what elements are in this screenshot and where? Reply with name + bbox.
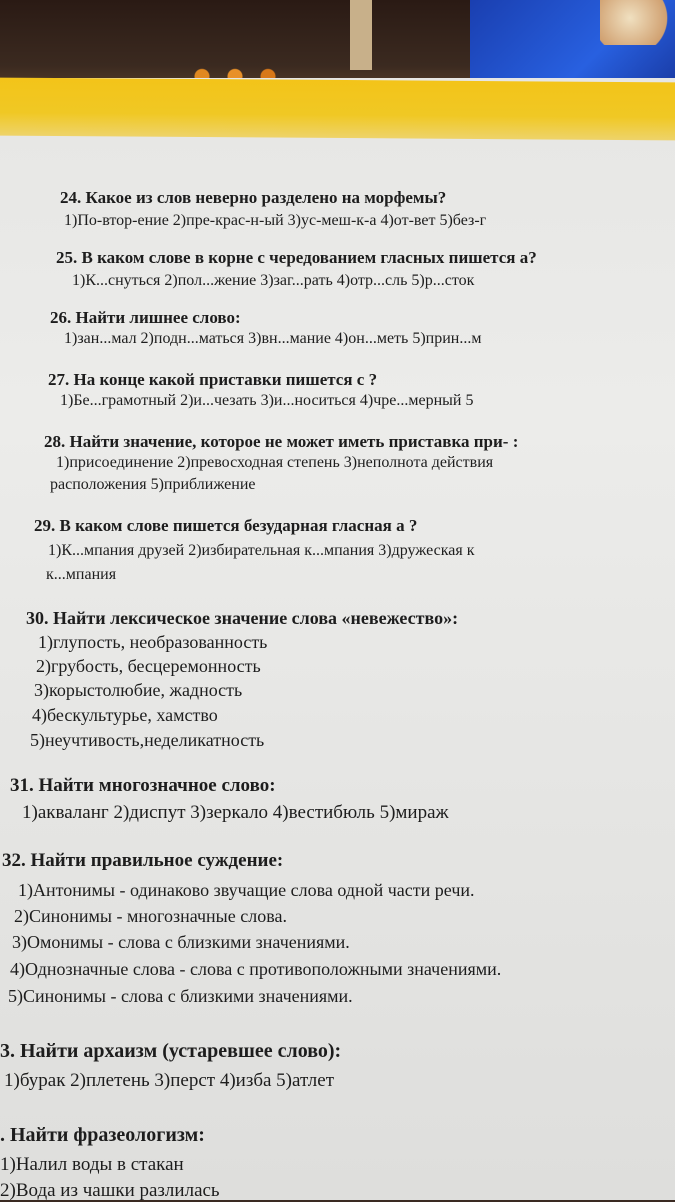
question-27-options: 1)Бе...грамотный 2)и...чезать 3)и...носиться 4)чре...мерный 5 bbox=[60, 392, 474, 409]
question-33-title: 3. Найти архаизм (устаревшее слово): bbox=[0, 1040, 342, 1062]
question-30-option: 1)глупость, необразованность bbox=[38, 632, 268, 652]
question-30-option: 5)неучтивость,неделикатность bbox=[30, 730, 265, 750]
question-32-option: 3)Омонимы - слова с близкими значениями. bbox=[12, 932, 350, 952]
question-32-option: 1)Антонимы - одинаково звучащие слова одной части речи. bbox=[18, 880, 475, 900]
question-28-option-line: 1)присоединение 2)превосходная степень 3)неполнота действия bbox=[56, 454, 494, 471]
question-34-title: . Найти фразеологизм: bbox=[0, 1124, 205, 1146]
question-34-option: 1)Налил воды в стакан bbox=[0, 1154, 184, 1175]
question-31-title: 31. Найти многозначное слово: bbox=[10, 775, 276, 796]
question-26-title: 26. Найти лишнее слово: bbox=[50, 308, 241, 327]
question-32-option: 2)Синонимы - многозначные слова. bbox=[14, 906, 287, 926]
question-26-options: 1)зан...мал 2)подн...маться 3)вн...мание 4)он...меть 5)прин...м bbox=[64, 330, 482, 347]
question-30-option: 3)корыстолюбие, жадность bbox=[34, 680, 243, 700]
question-25-options: 1)К...снуться 2)пол...жение 3)заг...рать 4)отр...сль 5)р...сток bbox=[72, 272, 475, 289]
question-33-options: 1)бурак 2)плетень 3)перст 4)изба 5)атлет bbox=[4, 1070, 334, 1091]
question-32-title: 32. Найти правильное суждение: bbox=[2, 850, 284, 871]
question-24-title: 24. Какое из слов неверно разделено на морфемы? bbox=[60, 188, 447, 207]
question-29-option-line: к...мпания bbox=[46, 566, 117, 583]
question-34-option: 2)Вода из чашки разлилась bbox=[0, 1180, 220, 1201]
question-24-options: 1)По-втор-ение 2)пре-крас-н-ый 3)ус-меш-к-а 4)от-вет 5)без-г bbox=[64, 212, 487, 229]
question-32-option: 4)Однозначные слова - слова с противоположными значениями. bbox=[10, 959, 502, 979]
question-32-option: 5)Синонимы - слова с близкими значениями. bbox=[8, 986, 353, 1006]
question-30-title: 30. Найти лексическое значение слова «невежество»: bbox=[26, 608, 459, 628]
question-27-title: 27. На конце какой приставки пишется с ? bbox=[48, 370, 378, 389]
question-29-option-line: 1)К...мпания друзей 2)избирательная к...мпания 3)дружеская к bbox=[48, 542, 475, 559]
question-28-title: 28. Найти значение, которое не может иметь приставка при- : bbox=[44, 432, 519, 451]
question-30-option: 4)бескультурье, хамство bbox=[32, 705, 218, 725]
question-31-options: 1)акваланг 2)диспут 3)зеркало 4)вестибюль 5)мираж bbox=[22, 802, 449, 823]
question-28-option-line: расположения 5)приближение bbox=[50, 476, 256, 493]
question-30-option: 2)грубость, бесцеремонность bbox=[36, 656, 261, 676]
question-25-title: 25. В каком слове в корне с чередованием гласных пишется а? bbox=[56, 248, 537, 267]
question-29-title: 29. В каком слове пишется безударная гласная а ? bbox=[34, 516, 418, 535]
